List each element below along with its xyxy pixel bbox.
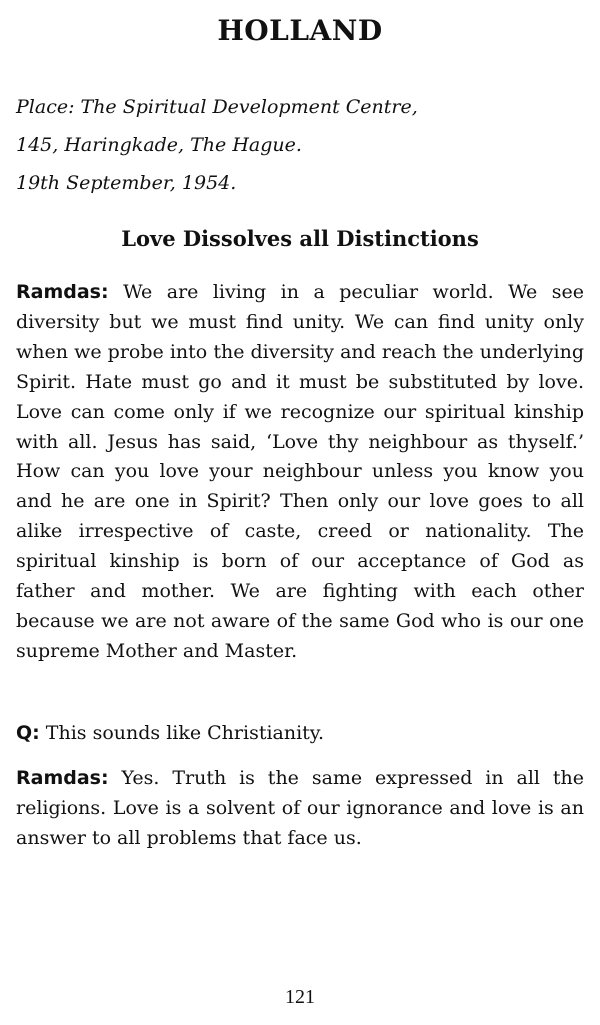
speaker-label: Ramdas: bbox=[16, 767, 109, 789]
speaker-label: Q: bbox=[16, 722, 40, 744]
place-line-venue: Place: The Spiritual Development Centre, bbox=[16, 96, 418, 118]
dialogue-paragraph bbox=[16, 764, 584, 854]
section-heading: Love Dissolves all Distinctions bbox=[121, 226, 479, 251]
place-block bbox=[16, 88, 586, 202]
dialogue-text: Yes. Truth is the same expressed in all the religions. Love is a solvent of our ignorance and love is an answer to all problems that face us. bbox=[16, 767, 585, 849]
dialogue-paragraph bbox=[16, 278, 584, 667]
dialogue-text: This sounds like Christianity. bbox=[45, 722, 325, 744]
dialogue-paragraph bbox=[16, 719, 584, 749]
dialogue-text: We are living in a peculiar world. We see diversity but we must find unity. We can find unity only when we probe into the diversity and reach the underlying Spirit. Hate must go and it must be substituted by love. Love can come only if we recognize our spiritual kinship with all. Jesus has said, ‘Love thy neighbour as thyself.’ How can you love your neighbour unless you know you and he are one in Spirit? Then only our love goes to all alike irrespective of caste, creed or nationality. The spiritual kinship is born of our acceptance of God as father and mother. We are fighting with each other because we are not aware of the same God who is our one supreme Mother and Master. bbox=[16, 281, 584, 662]
speaker-label: Ramdas: bbox=[16, 281, 109, 303]
page-number: 121 bbox=[285, 986, 315, 1008]
place-line-date: 19th September, 1954. bbox=[16, 172, 237, 194]
place-line-address: 145, Haringkade, The Hague. bbox=[16, 134, 302, 156]
chapter-title: HOLLAND bbox=[217, 14, 383, 47]
